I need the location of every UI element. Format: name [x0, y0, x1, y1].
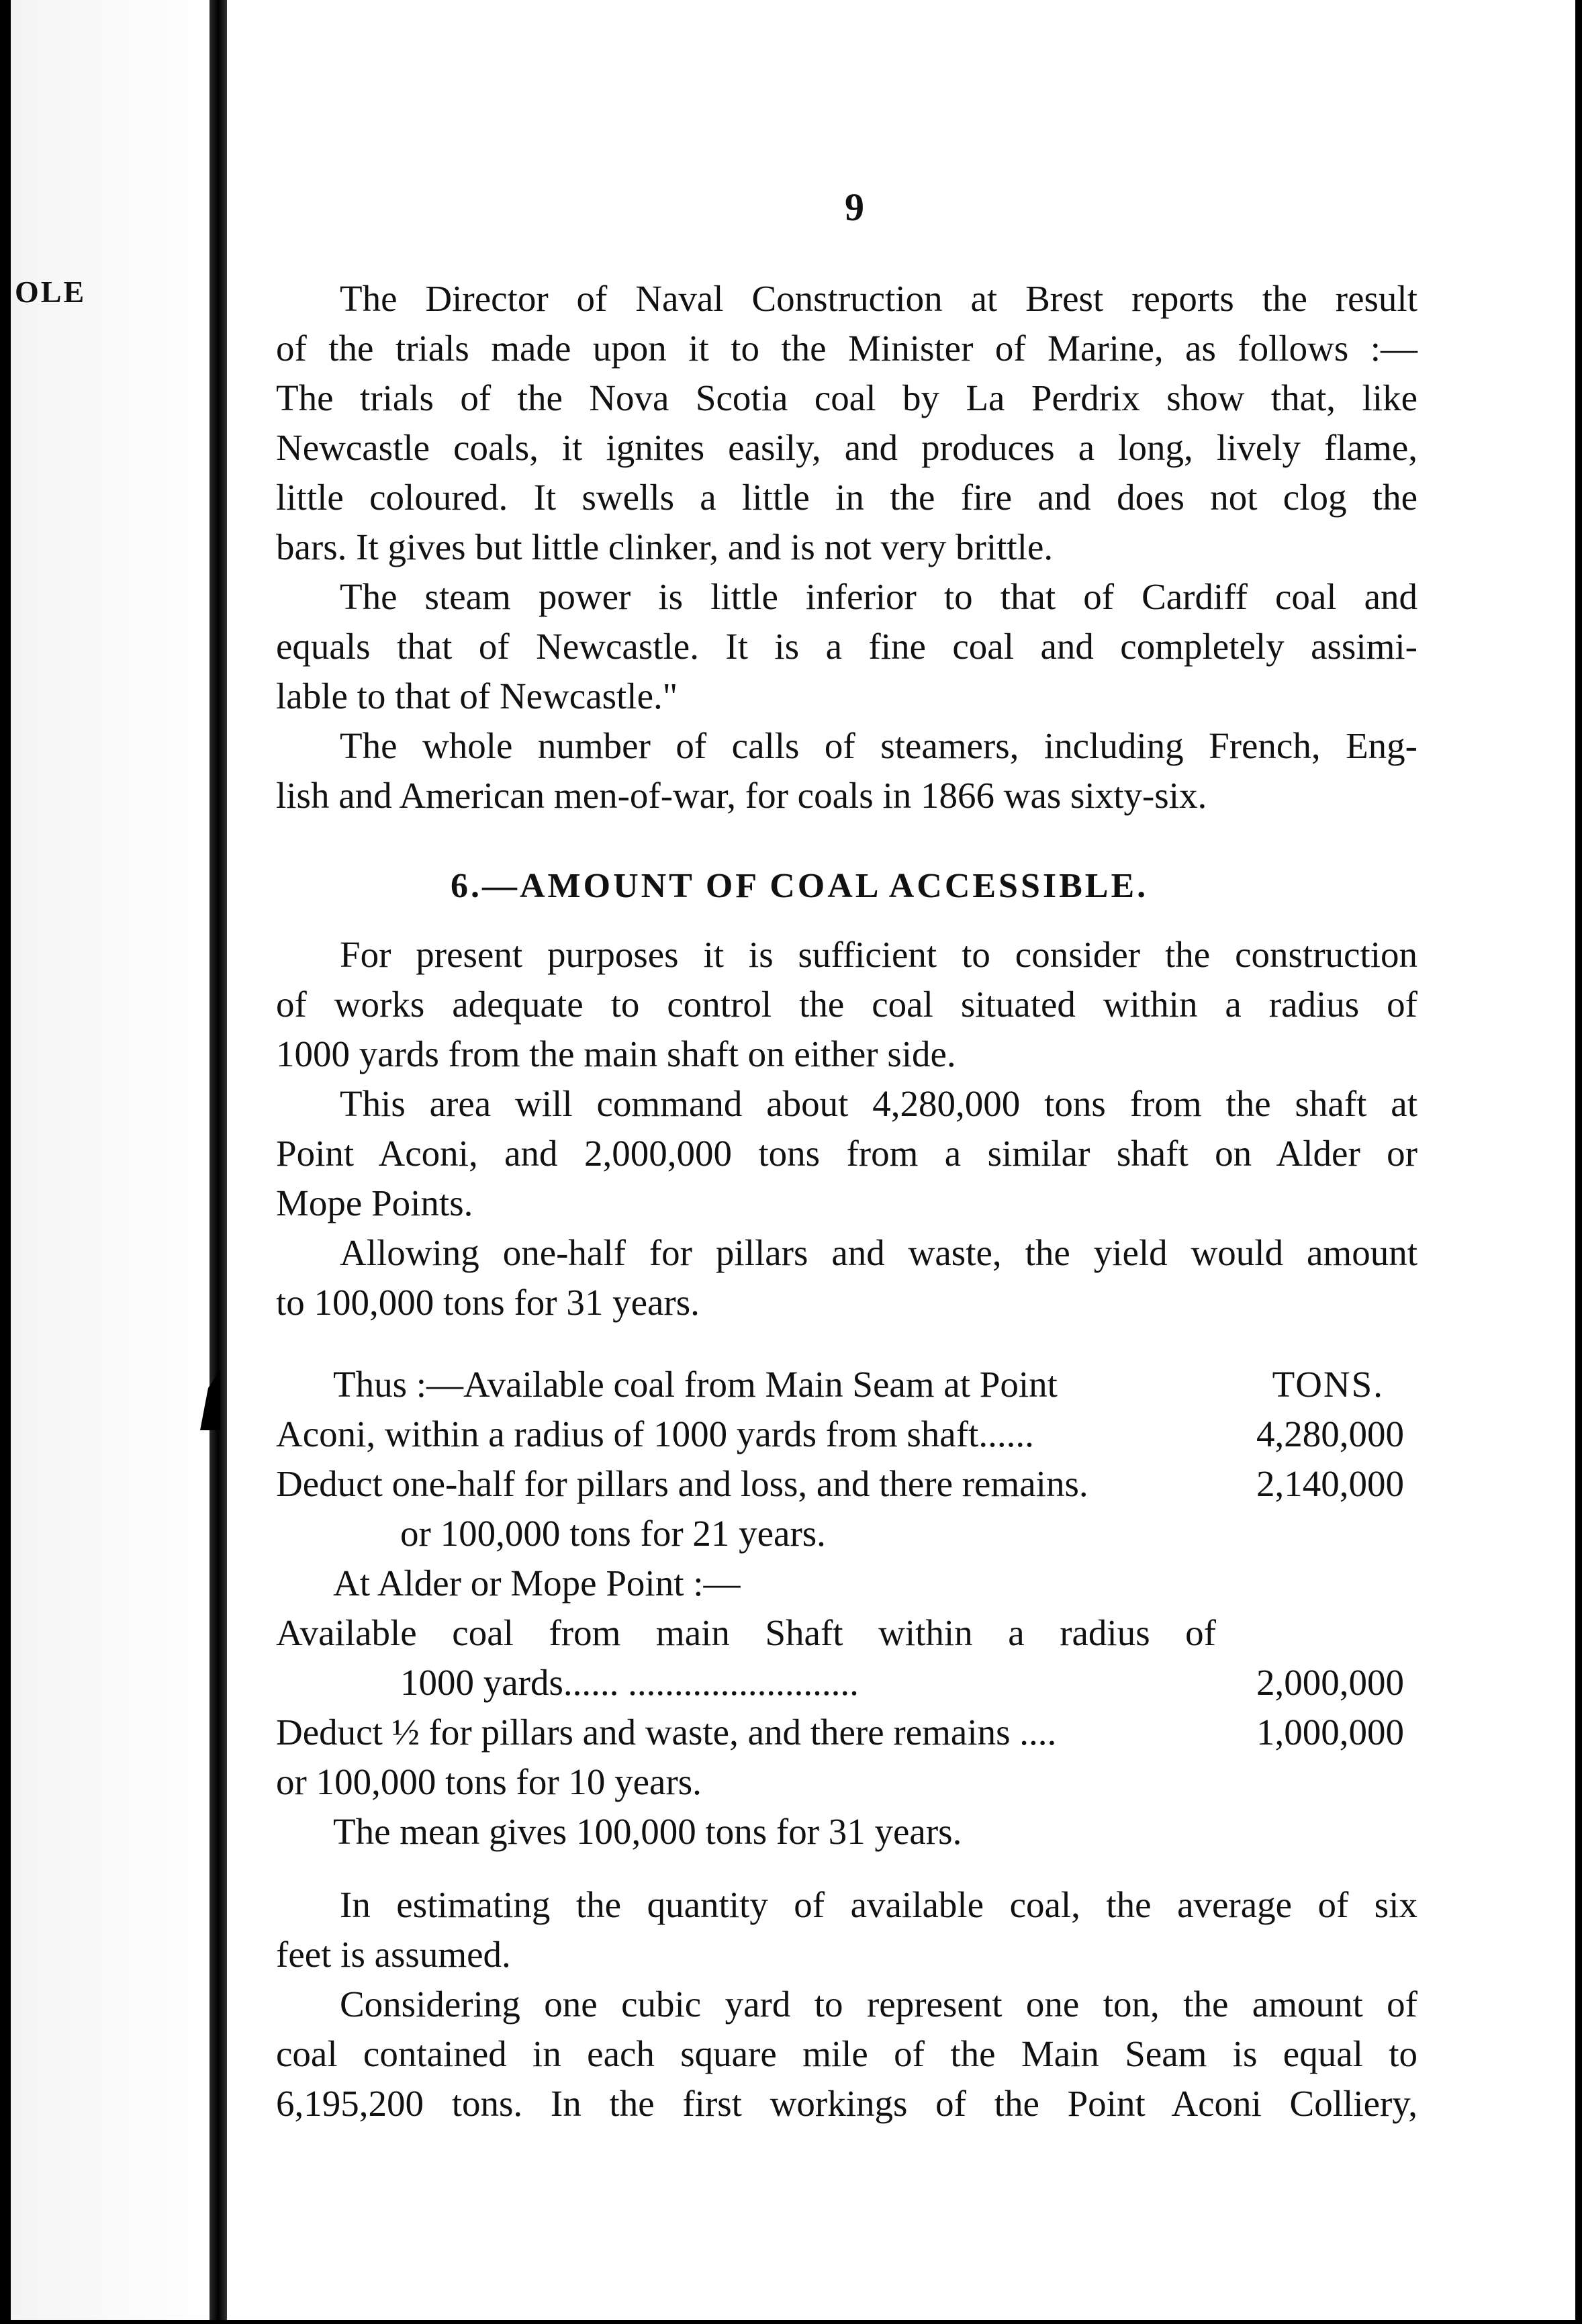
table-row	[276, 1462, 1404, 1505]
row-amount: 4,280,000	[1256, 1413, 1404, 1454]
text-line: This area will command about 4,280,000 tons from the shaft at	[340, 1083, 1417, 1124]
text-line: Newcastle coals, it ignites easily, and produces a long, lively flame,	[276, 427, 1417, 468]
table-row	[400, 1661, 1404, 1704]
row-amount: 2,140,000	[1256, 1463, 1404, 1504]
unit-header: TONS.	[1272, 1364, 1384, 1405]
binding-gutter	[210, 0, 227, 2320]
table-note: or 100,000 tons for 21 years.	[400, 1513, 826, 1554]
text-line: The whole number of calls of steamers, including French, Eng-	[340, 725, 1417, 766]
table-intro-row	[333, 1363, 1384, 1405]
table-row	[276, 1413, 1404, 1455]
row-amount: 1,000,000	[1256, 1712, 1404, 1753]
text-line: coal contained in each square mile of the Main Seam is equal to	[276, 2033, 1417, 2074]
text-line: The steam power is little inferior to that of Cardiff coal and	[340, 576, 1417, 617]
text-line: 6,195,200 tons. In the first workings of the Point Aconi Colliery,	[276, 2083, 1417, 2124]
text-line: Allowing one-half for pillars and waste, the yield would amount	[340, 1232, 1417, 1273]
paragraph-block-bottom	[276, 1880, 1417, 2129]
text-line: Point Aconi, and 2,000,000 tons from a similar shaft on Alder or	[276, 1133, 1417, 1174]
text-line: bars. It gives but little clinker, and is not very brittle.	[276, 526, 1054, 567]
text-line: lish and American men-of-war, for coals in 1866 was sixty-six.	[276, 775, 1207, 816]
text-line: to 100,000 tons for 31 years.	[276, 1282, 700, 1323]
text-line: The Director of Naval Construction at Brest reports the result	[340, 278, 1417, 319]
text-line: Mope Points.	[276, 1182, 473, 1223]
text-line: In estimating the quantity of available coal, the average of six	[340, 1884, 1417, 1925]
mean-line: The mean gives 100,000 tons for 31 years.	[333, 1811, 962, 1852]
page-number: 9	[845, 185, 864, 229]
scanned-page	[11, 0, 1575, 2320]
row-label: Deduct one-half for pillars and loss, and there remains.	[276, 1463, 1088, 1504]
row-label: Aconi, within a radius of 1000 yards from shaft......	[276, 1413, 1034, 1454]
text-line: 1000 yards from the main shaft on either side.	[276, 1033, 956, 1074]
text-line: little coloured. It swells a little in the fire and does not clog the	[276, 477, 1417, 518]
paragraph-block-middle	[276, 930, 1417, 1328]
row-label: 1000 yards...... .........................	[400, 1662, 859, 1703]
table-row	[276, 1711, 1404, 1753]
row-label: Deduct ½ for pillars and waste, and there remains ....	[276, 1712, 1057, 1753]
text-line: For present purposes it is sufficient to consider the construction	[340, 934, 1417, 975]
text-line: of works adequate to control the coal situated within a radius of	[276, 984, 1417, 1025]
table-intro: Thus :—Available coal from Main Seam at Point	[333, 1364, 1058, 1405]
section-heading: 6.—AMOUNT OF COAL ACCESSIBLE.	[451, 867, 1149, 905]
text-line: lable to that of Newcastle."	[276, 676, 678, 716]
margin-text-fragment: OLE	[15, 275, 87, 309]
facing-page-edge	[11, 0, 220, 2320]
alder-line: Available coal from main Shaft within a radius of	[276, 1612, 1216, 1653]
alder-heading: At Alder or Mope Point :—	[333, 1563, 741, 1603]
table-note: or 100,000 tons for 10 years.	[276, 1761, 702, 1802]
text-line: equals that of Newcastle. It is a fine coal and completely assimi-	[276, 626, 1417, 667]
text-line: of the trials made upon it to the Minister of Marine, as follows :—	[276, 328, 1417, 369]
row-amount: 2,000,000	[1256, 1662, 1404, 1703]
text-line: feet is assumed.	[276, 1934, 511, 1975]
paragraph-block-top	[276, 274, 1417, 821]
text-line: Considering one cubic yard to represent one ton, the amount of	[340, 1984, 1417, 2025]
text-line: The trials of the Nova Scotia coal by La Perdrix show that, like	[276, 377, 1417, 418]
